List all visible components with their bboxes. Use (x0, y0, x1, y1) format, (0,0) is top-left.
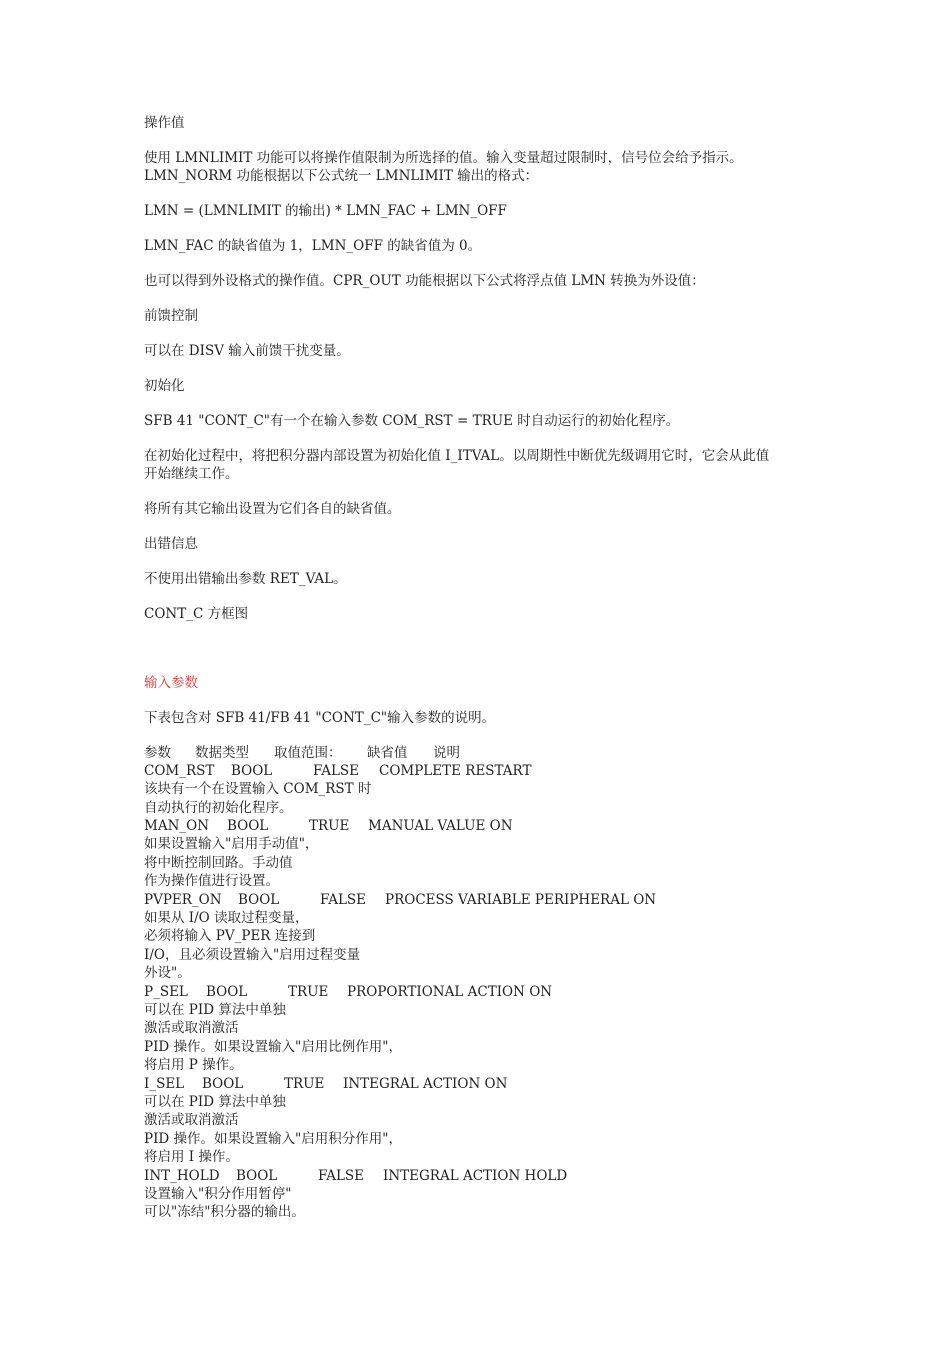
parameter-table (144, 744, 824, 1222)
param-label: PROCESS VARIABLE PERIPHERAL ON (385, 891, 657, 908)
param-desc-line: 外设"。 (144, 965, 191, 981)
param-name: INT_HOLD (144, 1167, 220, 1184)
param-label: MANUAL VALUE ON (368, 818, 513, 834)
param-type: BOOL (202, 1075, 244, 1092)
param-desc-line: 激活或取消激活 (144, 1112, 239, 1128)
param-default: FALSE (313, 763, 360, 779)
table-row (144, 817, 824, 835)
paragraph-init-process: 在初始化过程中，将把积分器内部设置为初始化值 I_ITVAL。以周期性中断优先级调用它时，它会从此值 开始继续工作。 (144, 448, 770, 482)
header-desc: 说明 (433, 745, 460, 761)
param-label: COMPLETE RESTART (379, 763, 532, 779)
param-name: P_SEL (144, 983, 188, 1000)
paragraph-lmnlimit: 使用 LMNLIMIT 功能可以将操作值限制为所选择的值。输入变量超过限制时，信号位会给予指示。 LMN_NORM 功能根据以下公式统一 LMNLIMIT 输出的格式： (144, 150, 743, 184)
paragraph-init-routine: SFB 41 "CONT_C"有一个在输入参数 COM_RST = TRUE 时自动运行的初始化程序。 (144, 413, 680, 429)
param-type: BOOL (227, 818, 269, 834)
section-title-feedforward: 前馈控制 (144, 308, 198, 324)
param-type: BOOL (206, 983, 248, 1000)
param-desc-line: 作为操作值进行设置。 (144, 873, 279, 889)
param-default: FALSE (320, 891, 367, 908)
param-desc-line: 激活或取消激活 (144, 1020, 239, 1036)
paragraph-outputs-default: 将所有其它输出设置为它们各自的缺省值。 (144, 501, 401, 517)
param-desc-line: 必须将输入 PV_PER 连接到 (144, 928, 316, 944)
header-range: 取值范围： (274, 745, 342, 761)
paragraph-formula: LMN = (LMNLIMIT 的输出) * LMN_FAC + LMN_OFF (144, 203, 507, 219)
section-title-operating-value: 操作值 (144, 115, 185, 131)
table-row (144, 983, 824, 1001)
section-title-error-info: 出错信息 (144, 536, 198, 552)
param-default: TRUE (284, 1075, 325, 1092)
param-default: FALSE (318, 1167, 365, 1184)
param-desc-line: 将启用 P 操作。 (144, 1057, 243, 1073)
table-header-row (144, 744, 824, 762)
paragraph-peripheral: 也可以得到外设格式的操作值。CPR_OUT 功能根据以下公式将浮点值 LMN 转换为外设值： (144, 273, 705, 289)
param-name: I_SEL (144, 1075, 185, 1092)
header-param: 参数 (144, 745, 171, 761)
param-desc-line: 将中断控制回路。手动值 (144, 854, 293, 871)
header-type: 数据类型 (195, 745, 249, 761)
section-title-input-params: 输入参数 (144, 675, 198, 691)
param-name: PVPER_ON (144, 891, 222, 908)
param-desc-line: I/O，且必须设置输入"启用过程变量 (144, 946, 361, 963)
document-page (144, 114, 824, 1222)
param-desc-line: 如果设置输入"启用手动值"， (144, 836, 319, 852)
param-label: INTEGRAL ACTION HOLD (383, 1167, 568, 1184)
table-row (144, 1167, 824, 1185)
param-desc-line: 设置输入"积分作用暂停" (144, 1185, 292, 1202)
param-desc-line: 该块有一个在设置输入 COM_RST 时 (144, 781, 372, 797)
paragraph-defaults: LMN_FAC 的缺省值为 1，LMN_OFF 的缺省值为 0。 (144, 238, 482, 254)
section-title-block-diagram: CONT_C 方框图 (144, 606, 249, 622)
table-row (144, 762, 824, 780)
header-default: 缺省值 (367, 745, 408, 761)
param-name: COM_RST (144, 763, 215, 779)
table-row (144, 1075, 824, 1093)
paragraph-input-intro: 下表包含对 SFB 41/FB 41 "CONT_C"输入参数的说明。 (144, 710, 496, 726)
param-default: TRUE (288, 983, 329, 1000)
param-name: MAN_ON (144, 818, 210, 834)
param-desc-line: 自动执行的初始化程序。 (144, 799, 293, 816)
param-default: TRUE (309, 818, 350, 834)
paragraph-disv: 可以在 DISV 输入前馈干扰变量。 (144, 343, 350, 359)
param-desc-line: PID 操作。如果设置输入"启用积分作用"， (144, 1130, 402, 1147)
param-desc-line: 可以在 PID 算法中单独 (144, 1093, 286, 1110)
spacer (144, 640, 824, 674)
param-desc-line: 将启用 I 操作。 (144, 1149, 239, 1165)
param-type: BOOL (238, 891, 280, 908)
param-desc-line: 如果从 I/O 读取过程变量， (144, 909, 309, 926)
param-desc-line: 可以在 PID 算法中单独 (144, 1001, 286, 1018)
section-title-initialization: 初始化 (144, 378, 185, 394)
param-desc-line: PID 操作。如果设置输入"启用比例作用"， (144, 1038, 402, 1055)
param-type: BOOL (236, 1167, 278, 1184)
param-label: PROPORTIONAL ACTION ON (347, 983, 553, 1000)
param-desc-line: 可以"冻结"积分器的输出。 (144, 1204, 305, 1220)
param-type: BOOL (231, 763, 273, 779)
param-label: INTEGRAL ACTION ON (343, 1075, 508, 1092)
table-row (144, 891, 824, 909)
paragraph-ret-val: 不使用出错输出参数 RET_VAL。 (144, 571, 347, 587)
